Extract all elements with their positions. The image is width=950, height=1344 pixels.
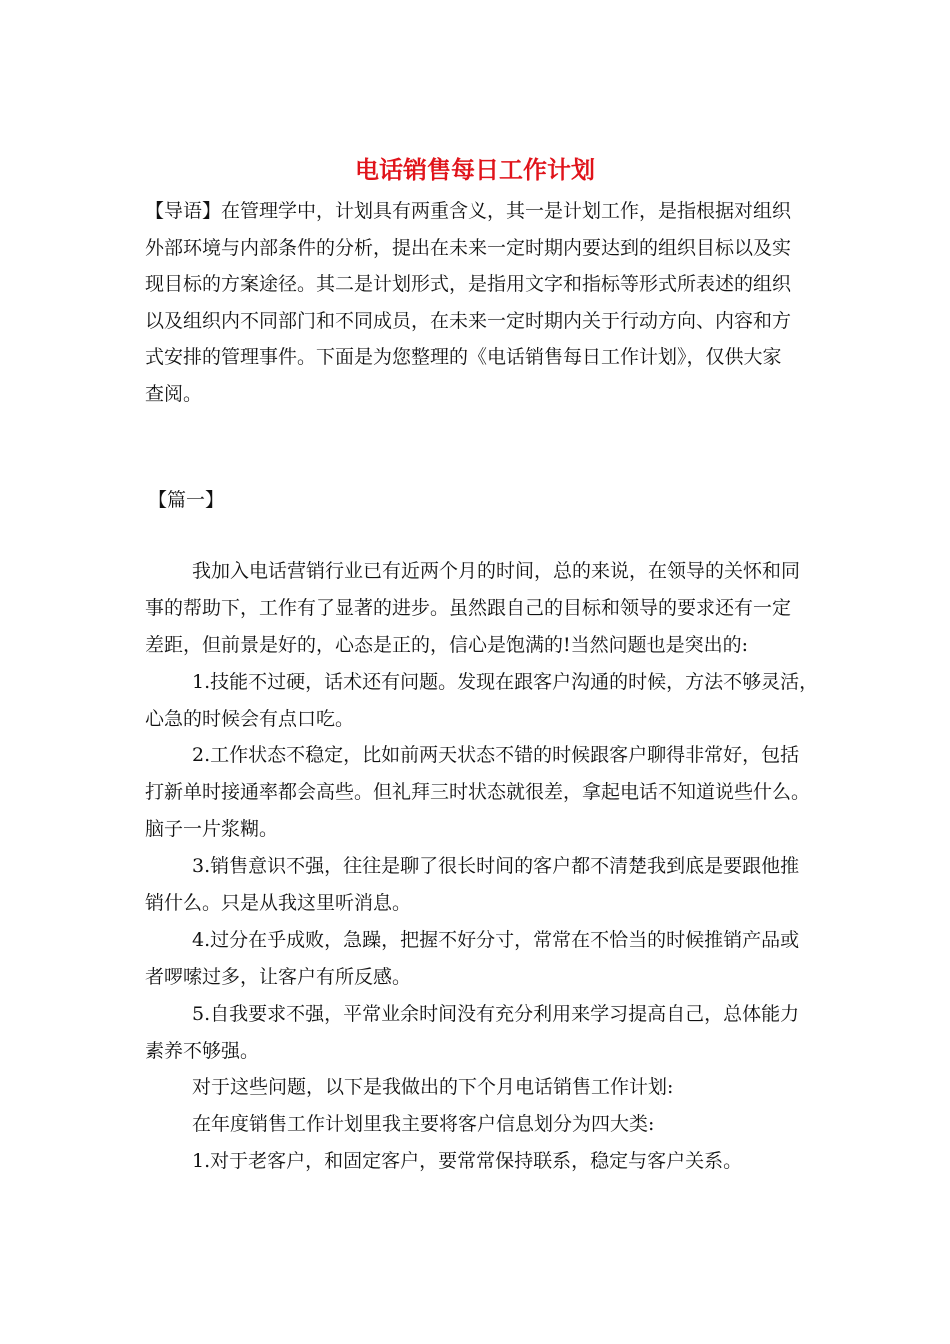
- section-heading: 【篇一】: [148, 489, 225, 511]
- body-line: 我加入电话营销行业已有近两个月的时间，总的来说，在领导的关怀和同: [192, 560, 801, 582]
- body-line: 者啰嗦过多，让客户有所反感。: [145, 965, 412, 988]
- body-line: 事的帮助下，工作有了显著的进步。虽然跟自己的目标和领导的要求还有一定: [145, 596, 792, 619]
- body-text: [145, 553, 825, 1180]
- body-line: 在年度销售工作计划里我主要将客户信息划分为四大类:: [192, 1113, 655, 1136]
- intro-line: 【导语】在管理学中，计划具有两重含义，其一是计划工作，是指根据对组织: [145, 200, 792, 222]
- body-line: 心急的时候会有点口吃。: [145, 707, 355, 730]
- body-line: 对于这些问题，以下是我做出的下个月电话销售工作计划:: [192, 1076, 674, 1099]
- body-line: 销什么。只是从我这里听消息。: [145, 892, 412, 915]
- intro-line: 查阅。: [145, 382, 203, 405]
- body-line: 差距，但前景是好的，心态是正的，信心是饱满的!当然问题也是突出的:: [145, 633, 749, 656]
- body-line: 素养不够强。: [145, 1039, 260, 1062]
- body-line: 1.对于老客户，和固定客户，要常常保持联系，稳定与客户关系。: [192, 1150, 743, 1173]
- body-line: 3.销售意识不强，往往是聊了很长时间的客户都不清楚我到底是要跟他推: [192, 855, 800, 878]
- body-line: 脑子一片浆糊。: [145, 818, 279, 841]
- intro-line: 式安排的管理事件。下面是为您整理的《电话销售每日工作计划》，仅供大家: [145, 346, 782, 369]
- body-line: 4.过分在乎成败，急躁，把握不好分寸，常常在不恰当的时候推销产品或: [192, 928, 800, 951]
- body-line: 2.工作状态不稳定，比如前两天状态不错的时候跟客户聊得非常好，包括: [192, 744, 800, 767]
- body-line: 1.技能不过硬，话术还有问题。发现在跟客户沟通的时候，方法不够灵活，: [192, 670, 819, 693]
- intro-line: 以及组织内不同部门和不同成员，在未来一定时期内关于行动方向、内容和方: [145, 309, 792, 332]
- document-title: 电话销售每日工作计划: [355, 156, 595, 184]
- body-line: 打新单时接通率都会高些。但礼拜三时状态就很差，拿起电话不知道说些什么。: [145, 781, 811, 804]
- intro-line: 外部环境与内部条件的分析，提出在未来一定时期内要达到的组织目标以及实: [145, 236, 792, 259]
- body-line: 5.自我要求不强，平常业余时间没有充分利用来学习提高自己，总体能力: [192, 1002, 800, 1025]
- intro-paragraph: [145, 193, 810, 413]
- intro-line: 现目标的方案途径。其二是计划形式，是指用文字和指标等形式所表述的组织: [145, 273, 792, 296]
